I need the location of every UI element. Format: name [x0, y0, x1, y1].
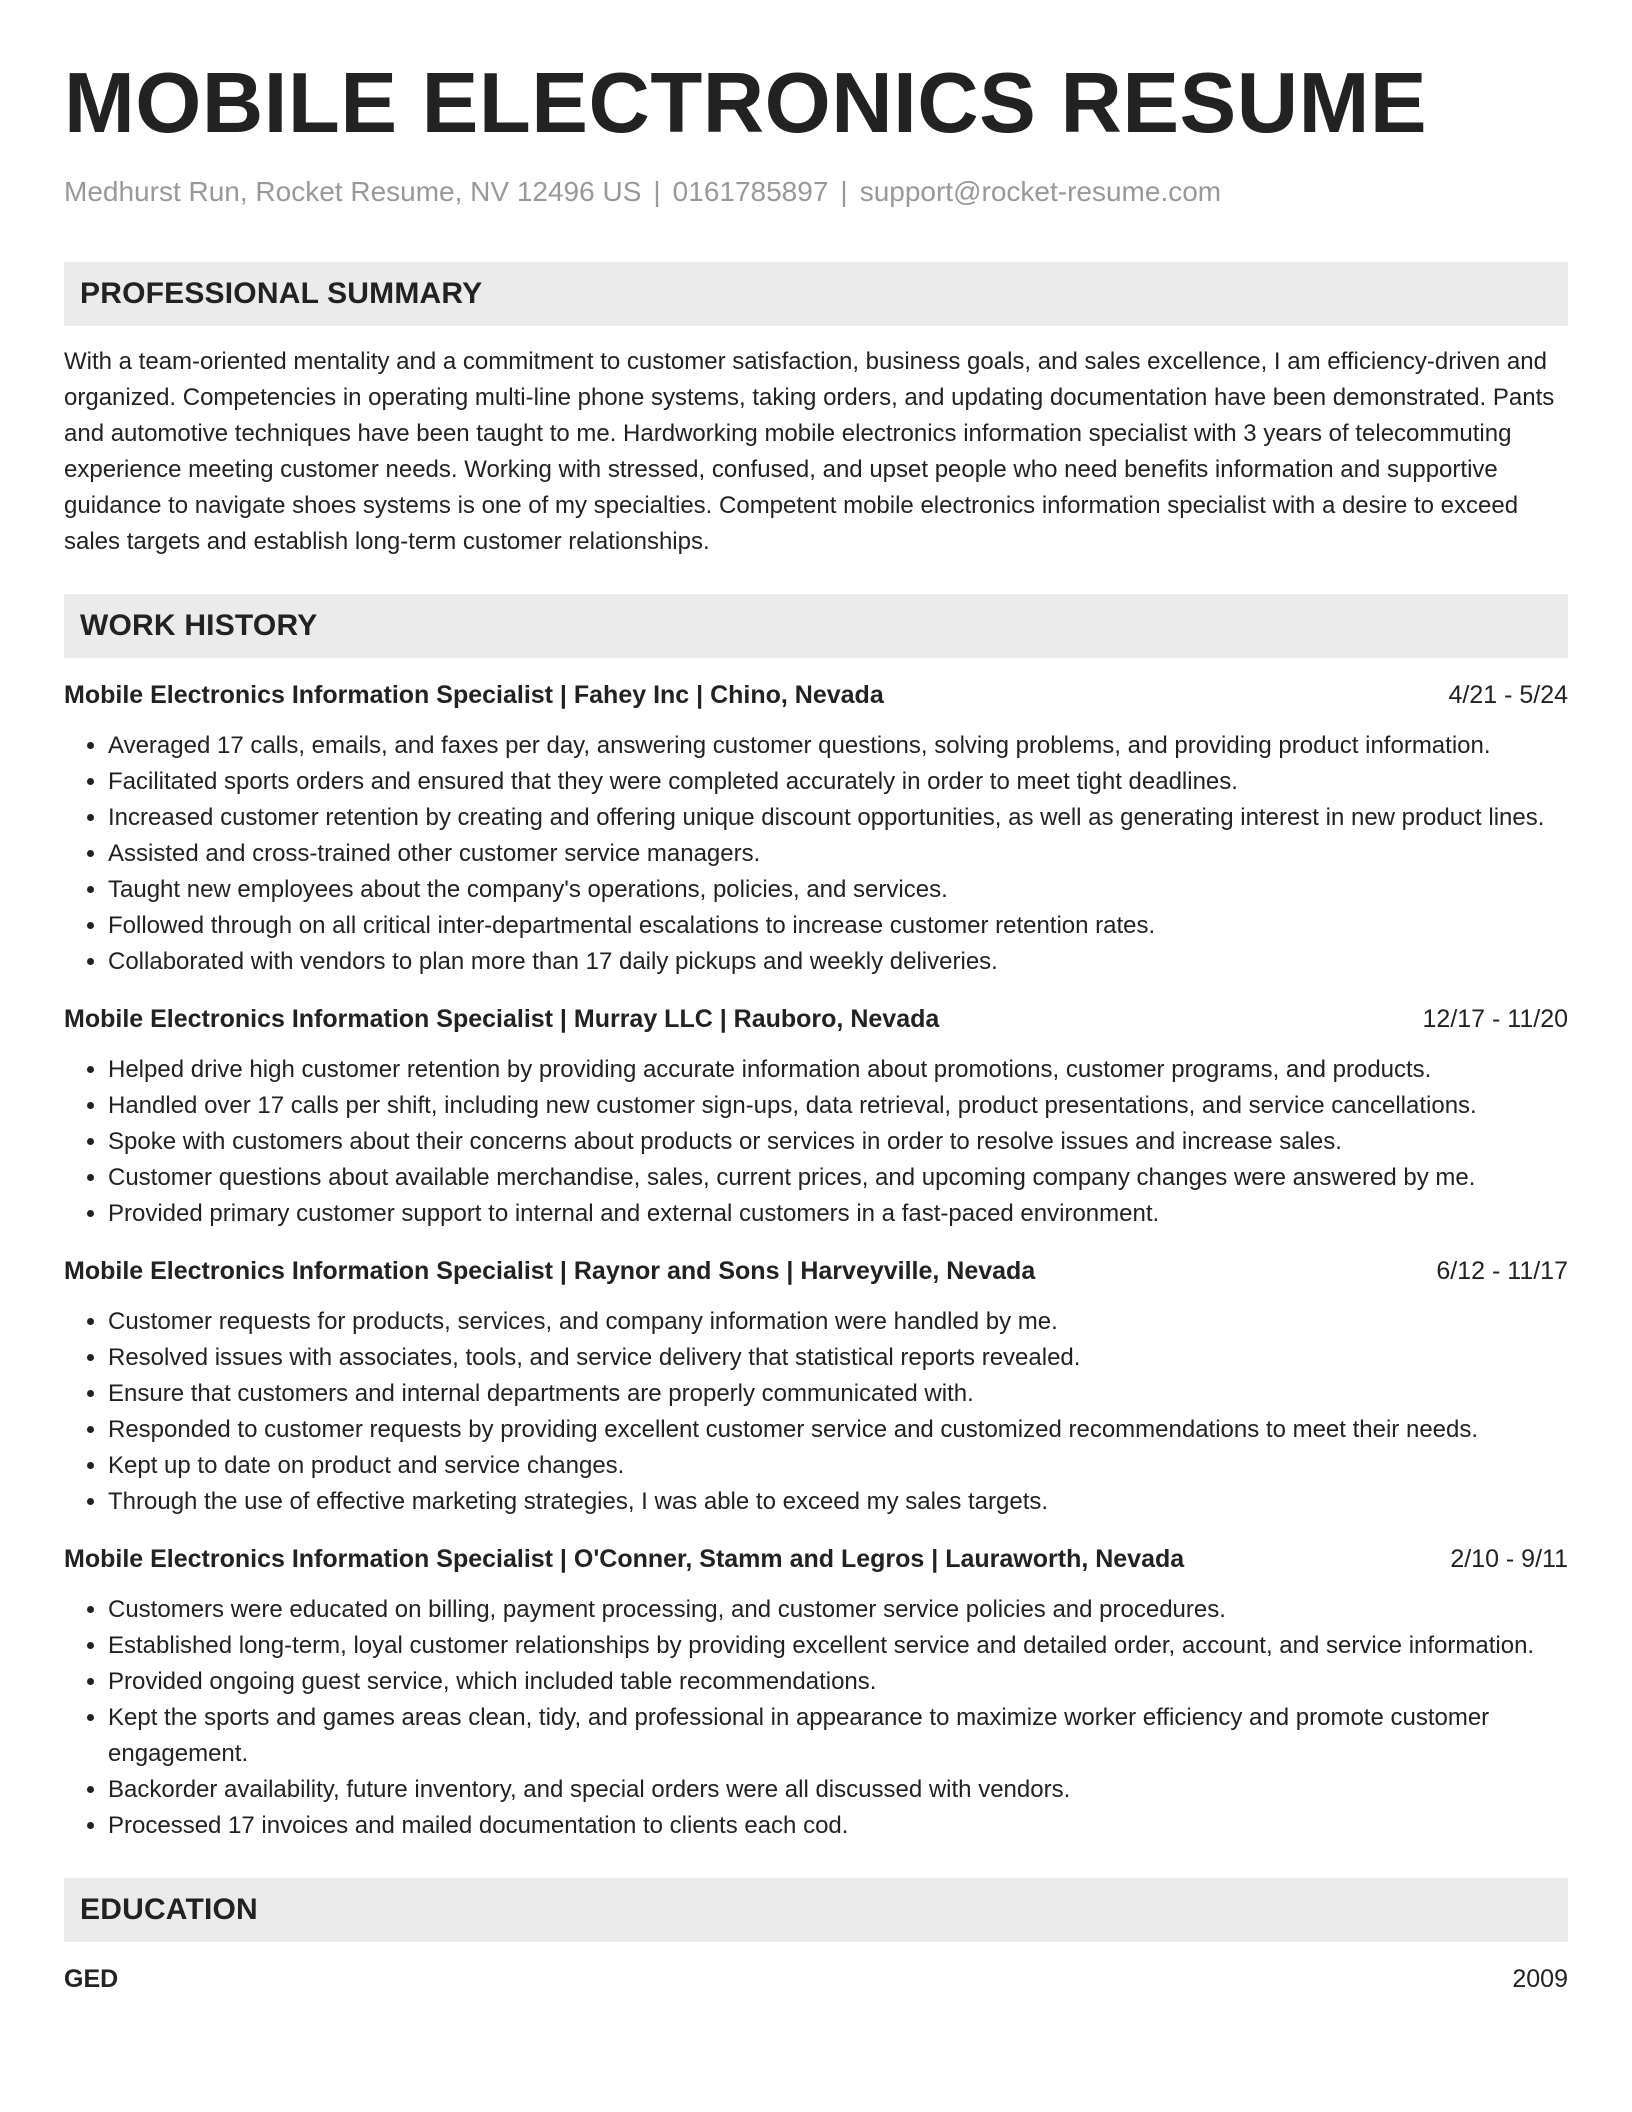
job-bullet: • Customer requests for products, services, and company information were handled by me.	[108, 1304, 1568, 1340]
contact-separator: |	[840, 176, 848, 207]
job-title: Mobile Electronics Information Specialist | Murray LLC | Rauboro, Nevada	[64, 1005, 940, 1033]
job-bullet: • Provided primary customer support to internal and external customers in a fast-paced environment.	[108, 1196, 1568, 1232]
job-header	[64, 1254, 1568, 1288]
job-bullet: • Averaged 17 calls, emails, and faxes per day, answering customer questions, solving problems, and providing product information.	[108, 728, 1568, 764]
job-bullet: • Kept up to date on product and service changes.	[108, 1448, 1568, 1484]
education-entry	[64, 1962, 1568, 1996]
contact-phone: 0161785897	[672, 176, 829, 207]
summary-text: With a team-oriented mentality and a commitment to customer satisfaction, business goals, and sales excellence, I am efficiency-driven and organized. Competencies in operating multi-line phone systems, taking orders, and updating documentation have been demonstrated. Pants and automotive techniques have been taught to me. Hardworking mobile electronics information specialist with 3 years of telecommuting experience meeting customer needs. Working with stressed, confused, and upset people who need benefits information and supportive guidance to navigate shoes systems is one of my specialties. Competent mobile electronics information specialist with a desire to exceed sales targets and establish long-term customer relationships.	[64, 348, 1555, 555]
job-bullets	[64, 1592, 1568, 1844]
contact-line	[64, 174, 1568, 210]
job-title: Mobile Electronics Information Specialist | Fahey Inc | Chino, Nevada	[64, 681, 884, 709]
education-degree: GED	[64, 1965, 119, 1993]
job-bullet: • Helped drive high customer retention by providing accurate information about promotions, customer programs, and products.	[108, 1052, 1568, 1088]
section-heading: WORK HISTORY	[80, 609, 318, 642]
job-bullets	[64, 1304, 1568, 1520]
job-entry	[64, 1254, 1568, 1520]
job-bullet: • Backorder availability, future inventory, and special orders were all discussed with vendors.	[108, 1772, 1568, 1808]
job-bullet: • Established long-term, loyal customer relationships by providing excellent service and detailed order, account, and service information.	[108, 1628, 1568, 1664]
job-header	[64, 1542, 1568, 1576]
job-bullet: • Kept the sports and games areas clean, tidy, and professional in appearance to maximize worker efficiency and promote customer engagement.	[108, 1700, 1568, 1772]
job-dates: 12/17 - 11/20	[1422, 1005, 1568, 1033]
job-bullet: • Increased customer retention by creating and offering unique discount opportunities, as well as generating interest in new product lines.	[108, 800, 1568, 836]
job-entry	[64, 678, 1568, 980]
job-bullet: • Resolved issues with associates, tools, and service delivery that statistical reports revealed.	[108, 1340, 1568, 1376]
job-bullet: • Through the use of effective marketing strategies, I was able to exceed my sales targets.	[108, 1484, 1568, 1520]
job-bullet: • Collaborated with vendors to plan more than 17 daily pickups and weekly deliveries.	[108, 944, 1568, 980]
job-bullet: • Customers were educated on billing, payment processing, and customer service policies and procedures.	[108, 1592, 1568, 1628]
section-heading: PROFESSIONAL SUMMARY	[80, 277, 483, 310]
job-bullet: • Responded to customer requests by providing excellent customer service and customized recommendations to meet their needs.	[108, 1412, 1568, 1448]
job-header	[64, 1002, 1568, 1036]
job-dates: 6/12 - 11/17	[1436, 1257, 1568, 1285]
job-bullet: • Assisted and cross-trained other customer service managers.	[108, 836, 1568, 872]
contact-separator: |	[653, 176, 661, 207]
job-title: Mobile Electronics Information Specialist | O'Conner, Stamm and Legros | Lauraworth, Nevada	[64, 1545, 1185, 1573]
job-dates: 4/21 - 5/24	[1448, 681, 1568, 709]
job-bullet: • Handled over 17 calls per shift, including new customer sign-ups, data retrieval, product presentations, and service cancellations.	[108, 1088, 1568, 1124]
job-bullet: • Processed 17 invoices and mailed documentation to clients each cod.	[108, 1808, 1568, 1844]
job-dates: 2/10 - 9/11	[1450, 1545, 1568, 1573]
resume-title: MOBILE ELECTRONICS RESUME	[64, 56, 1428, 151]
job-bullet: • Followed through on all critical inter-departmental escalations to increase customer retention rates.	[108, 908, 1568, 944]
job-bullet: • Spoke with customers about their concerns about products or services in order to resolve issues and increase sales.	[108, 1124, 1568, 1160]
education-year: 2009	[1512, 1965, 1568, 1993]
section-header-summary	[64, 262, 1568, 326]
job-bullet: • Taught new employees about the company's operations, policies, and services.	[108, 872, 1568, 908]
job-bullets	[64, 728, 1568, 980]
section-header-work-history	[64, 594, 1568, 658]
job-bullet: • Provided ongoing guest service, which included table recommendations.	[108, 1664, 1568, 1700]
job-title: Mobile Electronics Information Specialist | Raynor and Sons | Harveyville, Nevada	[64, 1257, 1036, 1285]
job-bullets	[64, 1052, 1568, 1232]
job-entry	[64, 1002, 1568, 1232]
job-entry	[64, 1542, 1568, 1844]
job-bullet: • Ensure that customers and internal departments are properly communicated with.	[108, 1376, 1568, 1412]
section-heading: EDUCATION	[80, 1893, 258, 1926]
job-bullet: • Facilitated sports orders and ensured that they were completed accurately in order to meet tight deadlines.	[108, 764, 1568, 800]
contact-email: support@rocket-resume.com	[859, 176, 1222, 207]
job-header	[64, 678, 1568, 712]
contact-address: Medhurst Run, Rocket Resume, NV 12496 US	[64, 176, 642, 207]
section-header-education	[64, 1878, 1568, 1942]
job-bullet: • Customer questions about available merchandise, sales, current prices, and upcoming company changes were answered by me.	[108, 1160, 1568, 1196]
